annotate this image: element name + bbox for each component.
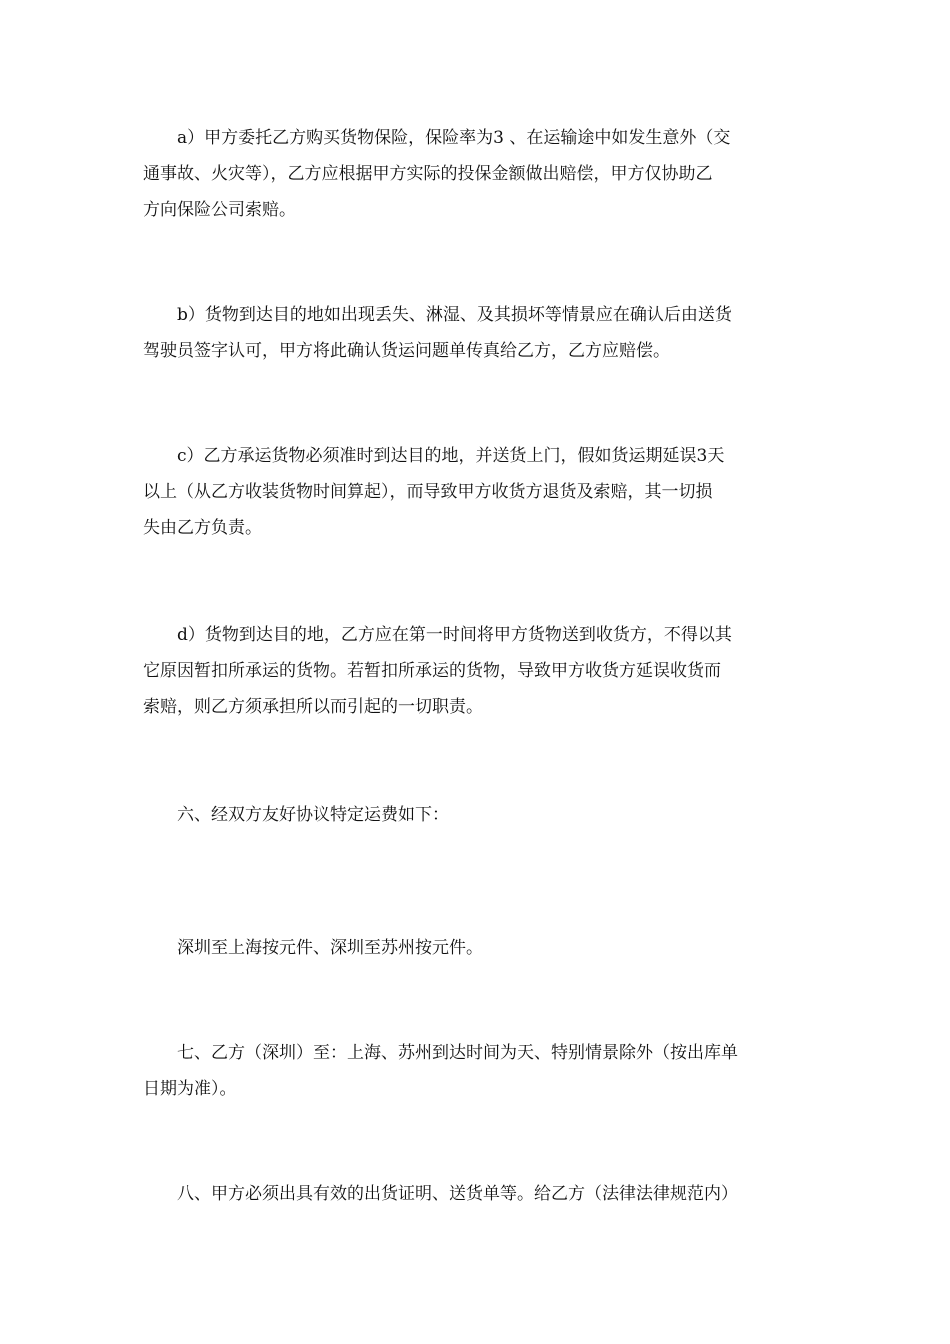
text-line: 索赔，则乙方须承担所以而引起的一切职责。 <box>143 697 483 717</box>
text-line: 深圳至上海按元件、深圳至苏州按元件。 <box>177 938 483 958</box>
clause-b-paragraph <box>143 297 811 369</box>
text-line: 八、甲方必须出具有效的出货证明、送货单等。给乙方（法律法律规范内） <box>177 1184 738 1204</box>
text-line: 七、乙方（深圳）至：上海、苏州到达时间为天、特别情景除外（按出库单 <box>177 1043 738 1063</box>
text-line: 它原因暂扣所承运的货物。若暂扣所承运的货物，导致甲方收货方延误收货而 <box>143 661 721 681</box>
section-6-heading <box>143 797 811 833</box>
clause-d-paragraph <box>143 617 811 725</box>
text-line: 以上（从乙方收装货物时间算起），而导致甲方收货方退货及索赔，其一切损 <box>143 482 713 502</box>
text-line: c）乙方承运货物必须准时到达目的地，并送货上门，假如货运期延误3天 <box>177 446 725 466</box>
clause-c-paragraph <box>143 438 811 546</box>
text-line: 方向保险公司索赔。 <box>143 200 296 220</box>
text-line: 失由乙方负责。 <box>143 518 262 538</box>
text-line: a）甲方委托乙方购买货物保险，保险率为3 、在运输途中如发生意外（交 <box>177 128 731 148</box>
text-line: b）货物到达目的地如出现丢失、淋湿、及其损坏等情景应在确认后由送货 <box>177 305 732 325</box>
clause-a-paragraph <box>143 120 811 228</box>
text-line: 六、经双方友好协议特定运费如下： <box>177 805 449 825</box>
section-7-paragraph <box>143 1035 811 1107</box>
freight-rates-paragraph <box>143 930 811 966</box>
section-8-paragraph <box>143 1176 811 1212</box>
text-line: 通事故、火灾等），乙方应根据甲方实际的投保金额做出赔偿，甲方仅协助乙 <box>143 164 713 184</box>
text-line: 日期为准）。 <box>143 1079 237 1099</box>
text-line: 驾驶员签字认可，甲方将此确认货运问题单传真给乙方，乙方应赔偿。 <box>143 341 670 361</box>
text-line: d）货物到达目的地，乙方应在第一时间将甲方货物送到收货方，不得以其 <box>177 625 732 645</box>
